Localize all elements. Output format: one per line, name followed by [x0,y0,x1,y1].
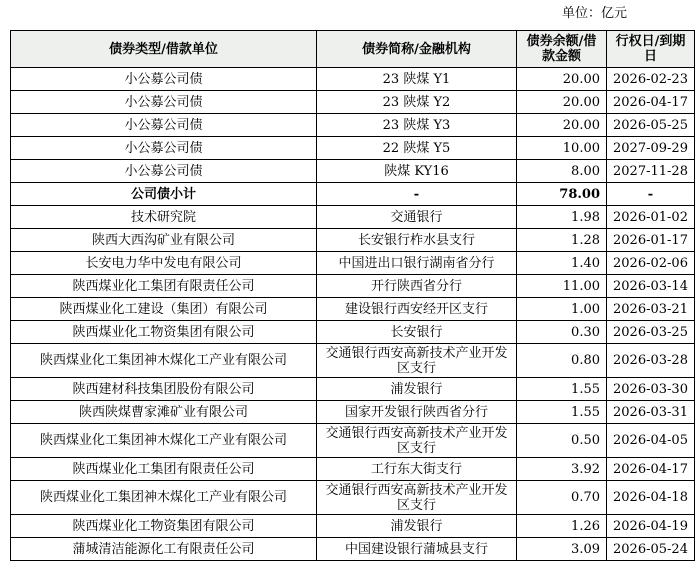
borrower-cell: 蒲城清洁能源化工有限责任公司 [11,538,317,561]
table-row [11,424,695,458]
amount-cell: 0.70 [517,481,607,515]
date-cell: 2026-03-21 [607,298,695,321]
amount-cell: 1.55 [517,401,607,424]
institution-cell: 国家开发银行陕西省分行 [317,401,517,424]
date-cell: 2026-01-02 [607,206,695,229]
amount-cell: 1.00 [517,298,607,321]
date-cell: 2026-03-31 [607,401,695,424]
table-row [11,515,695,538]
borrower-cell: 陕西大西沟矿业有限公司 [11,229,317,252]
date-cell: 2026-02-23 [607,68,695,91]
institution-cell: 22 陕煤 Y5 [317,137,517,160]
header-date: 行权日/到期日 [607,31,695,68]
borrower-cell: 小公募公司债 [11,160,317,183]
institution-cell: 23 陕煤 Y2 [317,91,517,114]
borrower-cell: 小公募公司债 [11,68,317,91]
institution-cell: 工行东大街支行 [317,458,517,481]
date-cell: - [607,183,695,206]
header-bond-institution: 债券简称/金融机构 [317,31,517,68]
date-cell: 2026-02-06 [607,252,695,275]
institution-cell: 交通银行西安高新技术产业开发区支行 [317,344,517,378]
borrower-cell: 长安电力华中发电有限公司 [11,252,317,275]
table-body [11,68,695,561]
amount-cell: 10.00 [517,137,607,160]
borrower-cell: 陕西建材科技集团股份有限公司 [11,378,317,401]
institution-cell: 开行陕西省分行 [317,275,517,298]
institution-cell: 交通银行 [317,206,517,229]
borrower-cell: 陕西煤业化工物资集团有限公司 [11,515,317,538]
unit-label: 单位：亿元 [561,6,627,21]
table-row [11,68,695,91]
amount-cell: 20.00 [517,68,607,91]
table-row [11,160,695,183]
table-row [11,481,695,515]
date-cell: 2026-03-30 [607,378,695,401]
table-row [11,321,695,344]
date-cell: 2026-03-14 [607,275,695,298]
amount-cell: 1.55 [517,378,607,401]
borrower-cell: 公司债小计 [11,183,317,206]
borrower-cell: 技术研究院 [11,206,317,229]
borrower-cell: 小公募公司债 [11,114,317,137]
borrower-cell: 陕西煤业化工集团神木煤化工产业有限公司 [11,481,317,515]
borrower-cell: 陕西煤业化工集团神木煤化工产业有限公司 [11,344,317,378]
date-cell: 2026-01-17 [607,229,695,252]
table-row [11,91,695,114]
table-row [11,229,695,252]
table-row [11,252,695,275]
institution-cell: - [317,183,517,206]
date-cell: 2026-05-25 [607,114,695,137]
institution-cell: 陕煤 KY16 [317,160,517,183]
institution-cell: 长安银行柞水县支行 [317,229,517,252]
date-cell: 2026-04-18 [607,481,695,515]
borrower-cell: 陕西煤业化工物资集团有限公司 [11,321,317,344]
table-row [11,275,695,298]
date-cell: 2026-05-24 [607,538,695,561]
header-amount: 债券余额/借款金额 [517,31,607,68]
institution-cell: 建设银行西安经开区支行 [317,298,517,321]
date-cell: 2026-04-17 [607,91,695,114]
table-row [11,298,695,321]
amount-cell: 0.30 [517,321,607,344]
institution-cell: 中国进出口银行湖南省分行 [317,252,517,275]
borrower-cell: 陕西煤业化工集团神木煤化工产业有限公司 [11,424,317,458]
borrower-cell: 小公募公司债 [11,91,317,114]
table-row [11,401,695,424]
amount-cell: 0.80 [517,344,607,378]
amount-cell: 1.98 [517,206,607,229]
date-cell: 2026-03-28 [607,344,695,378]
amount-cell: 78.00 [517,183,607,206]
header-row [11,31,695,68]
institution-cell: 23 陕煤 Y3 [317,114,517,137]
amount-cell: 0.50 [517,424,607,458]
debt-table [10,30,695,561]
table-row [11,538,695,561]
institution-cell: 浦发银行 [317,515,517,538]
header-type-borrower: 债券类型/借款单位 [11,31,317,68]
date-cell: 2027-09-29 [607,137,695,160]
date-cell: 2027-11-28 [607,160,695,183]
date-cell: 2026-04-19 [607,515,695,538]
amount-cell: 1.26 [517,515,607,538]
date-cell: 2026-03-25 [607,321,695,344]
institution-cell: 23 陕煤 Y1 [317,68,517,91]
amount-cell: 20.00 [517,114,607,137]
institution-cell: 长安银行 [317,321,517,344]
table-row [11,137,695,160]
borrower-cell: 陕西煤业化工集团有限责任公司 [11,458,317,481]
amount-cell: 3.09 [517,538,607,561]
borrower-cell: 陕西煤业化工集团有限责任公司 [11,275,317,298]
institution-cell: 交通银行西安高新技术产业开发区支行 [317,481,517,515]
institution-cell: 中国建设银行蒲城县支行 [317,538,517,561]
table-header [11,31,695,68]
amount-cell: 1.40 [517,252,607,275]
table-row [11,378,695,401]
subtotal-row [11,183,695,206]
table-row [11,344,695,378]
borrower-cell: 陕西煤业化工建设（集团）有限公司 [11,298,317,321]
date-cell: 2026-04-17 [607,458,695,481]
amount-cell: 8.00 [517,160,607,183]
institution-cell: 交通银行西安高新技术产业开发区支行 [317,424,517,458]
borrower-cell: 陕西陕煤曹家滩矿业有限公司 [11,401,317,424]
amount-cell: 1.28 [517,229,607,252]
amount-cell: 11.00 [517,275,607,298]
table-row [11,206,695,229]
table-row [11,458,695,481]
amount-cell: 20.00 [517,91,607,114]
borrower-cell: 小公募公司债 [11,137,317,160]
institution-cell: 浦发银行 [317,378,517,401]
table-row [11,114,695,137]
amount-cell: 3.92 [517,458,607,481]
date-cell: 2026-04-05 [607,424,695,458]
